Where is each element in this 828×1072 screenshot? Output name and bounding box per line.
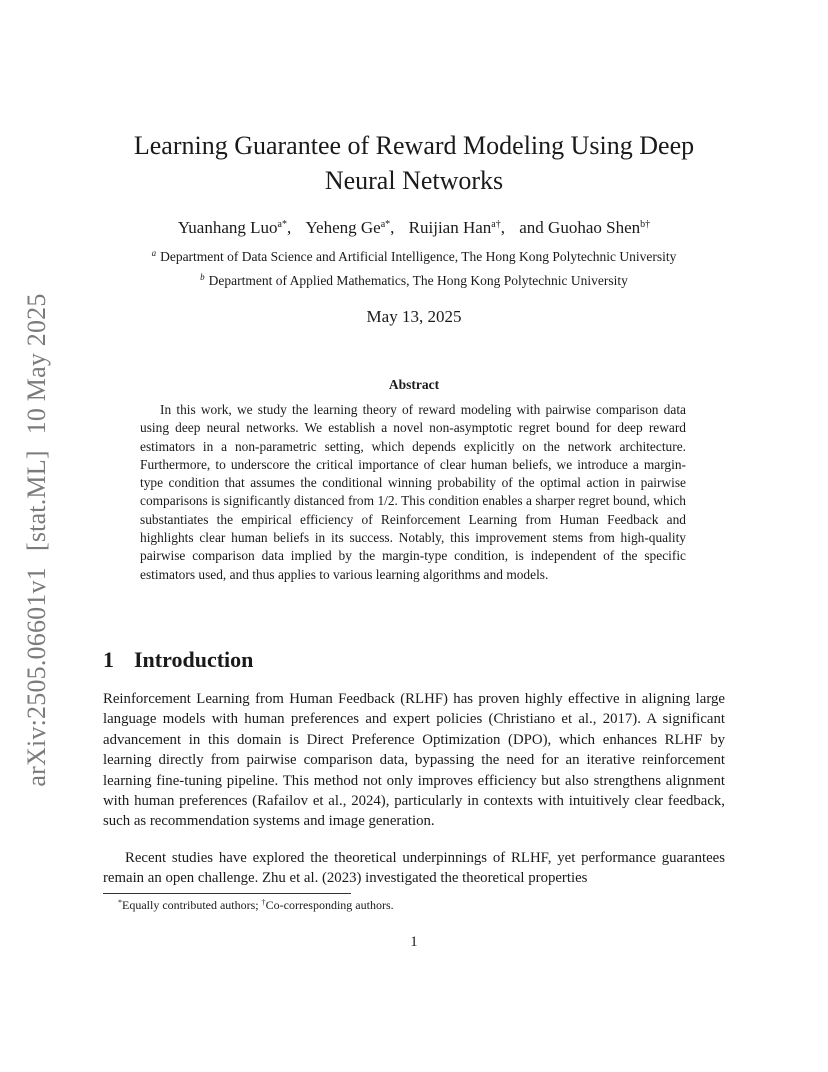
body-paragraph: Recent studies have explored the theoretical underpinnings of RLHF, yet performance guarantees remain an open challenge. Zhu et al. (2023) investigated the theoretical properties	[103, 850, 725, 887]
affiliation	[90, 272, 738, 289]
footnote-text: Co-corresponding authors.	[265, 898, 394, 912]
abstract-text: In this work, we study the learning theory of reward modeling with pairwise comparison data using deep neural networks. We establish a novel non-asymptotic regret bound for deep reward estimators in a non-parametric setting, which depends explicitly on the network architecture. Furthermore, to underscore the critical importance of clear human beliefs, we introduce a margin-type condition that assumes the conditional winning probability of the optimal action in pairwise comparisons is significantly distanced from 1/2. This condition enables a sharper regret bound, which substantiates the empirical efficiency of Reinforcement Learning from Human Feedback and highlights clear human beliefs in its success. Notably, this improvement stems from high-quality pairwise comparison data implied by the margin-type condition, is independent of the specific estimators used, and thus applies to various learning algorithms and models.	[140, 402, 686, 582]
author: Yuanhang Luo$^{a*}$,	[177, 218, 292, 237]
paper-title-line-2: Neural Networks	[324, 166, 504, 195]
arxiv-id: arXiv:2505.06601v1	[22, 567, 51, 787]
footnote-mark: *	[118, 898, 122, 907]
affiliation-mark: a	[151, 248, 157, 258]
author: and Guohao Shen$^{b\dagger}$	[519, 218, 651, 237]
paper-title-line-1: Learning Guarantee of Reward Modeling Using Deep	[133, 131, 695, 160]
arxiv-date: 10 May 2025	[22, 293, 51, 435]
page-number: 1	[410, 934, 418, 950]
footnote	[118, 898, 394, 913]
arxiv-category: [stat.ML]	[22, 450, 51, 552]
section-title: Introduction	[134, 647, 254, 672]
footnote-text: Equally contributed authors;	[122, 898, 262, 912]
author: Ruijian Han$^{a\dagger}$,	[408, 218, 505, 237]
author-mark: a*	[380, 219, 391, 230]
paper-title	[100, 128, 728, 198]
affiliation	[90, 248, 738, 265]
author-mark: a†	[491, 219, 501, 230]
section-heading	[103, 647, 253, 673]
author: Yeheng $Ge^{a*}$,	[305, 218, 395, 237]
affiliation-mark: b	[200, 272, 205, 282]
abstract-heading: Abstract	[388, 377, 440, 392]
section-number: 1	[103, 647, 114, 672]
footnote-rule	[103, 893, 351, 894]
affiliation-text: Department of Data Science and Artificial Intelligence, The Hong Kong Polytechnic University	[160, 249, 677, 264]
affiliation-text: Department of Applied Mathematics, The Hong Kong Polytechnic University	[208, 273, 628, 288]
body-paragraph: Reinforcement Learning from Human Feedback (RLHF) has proven highly effective in aligning large language models with human preferences and expert policies (Christiano et al., 2017). A significant advancement in this domain is Direct Preference Optimization (DPO), which enhances RLHF by learning directly from pairwise comparison data, bypassing the need for an iterative reinforcement learning fine-tuning pipeline. This method not only improves efficiency but also strengthens alignment with human preferences (Rafailov et al., 2024), particularly in contexts with intuitively clear feedback, such as recommendation systems and image generation.	[103, 691, 725, 830]
arxiv-sidebar-stamp	[22, 293, 52, 786]
paper-date: May 13, 2025	[366, 307, 462, 326]
author-mark: b†	[640, 219, 651, 230]
footnote-mark: †	[261, 898, 266, 907]
author-list	[100, 218, 728, 238]
author-mark: a*	[277, 219, 287, 230]
